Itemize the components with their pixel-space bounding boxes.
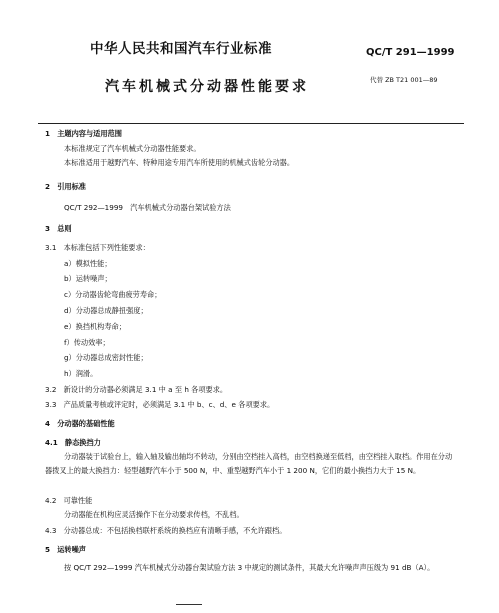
clause-4-2-heading: 4.2 可靠性能: [45, 496, 93, 505]
clause-3-1-c: c）分动器齿轮弯曲疲劳寿命；: [64, 290, 162, 299]
standard-org-title: 中华人民共和国汽车行业标准: [90, 41, 272, 57]
clause-4-2-paragraph: 分动器能在机构应灵活操作下在分动要求传档，不乱档。: [64, 510, 244, 519]
section-3-heading: 3 总则: [45, 224, 72, 233]
document-title: 汽车机械式分动器性能要求: [105, 79, 309, 95]
clause-3-1-d: d）分动器总成静扭强度；: [64, 306, 148, 315]
clause-3-1-g: g）分动器总成密封性能；: [64, 353, 148, 362]
clause-3-1: 3.1 本标准包括下列性能要求：: [45, 243, 150, 252]
section-5-heading: 5 运转噪声: [45, 545, 86, 554]
replaces-note: 代替 ZB T21 001—89: [370, 76, 438, 84]
clause-3-1-b: b）运转噪声；: [64, 274, 112, 283]
section-5-paragraph: 按 QC/T 292—1999 汽车机械式分动器台架试验方法 3 中规定的测试条件，其最大允许噪声声压级为 91 dB（A）。: [64, 563, 435, 572]
clause-3-1-e: e）换挡机构寿命；: [64, 322, 126, 331]
clause-4-1-heading: 4.1 静态换挡力: [45, 438, 101, 447]
clause-3-1-h: h）润滑。: [64, 369, 98, 378]
section-1-para-1: 本标准规定了汽车机械式分动器性能要求。: [64, 144, 201, 153]
section-1-heading: 1 主题内容与适用范围: [45, 129, 122, 138]
clause-3-1-a: a）模拟性能；: [64, 259, 112, 268]
clause-3-3: 3.3 产品质量考核或评定时，必须满足 3.1 中 b、c、d、e 各项要求。: [45, 400, 275, 409]
section-2-para-1: QC/T 292—1999 汽车机械式分动器台架试验方法: [64, 203, 231, 212]
standard-number: QC/T 291—1999: [366, 47, 455, 58]
clause-3-2: 3.2 新设计的分动器必须满足 3.1 中 a 至 h 各项要求。: [45, 385, 228, 394]
clause-4-1-paragraph: 分动器装于试验台上，输入轴及输出轴均不转动，分别由空档挂入高档，由空档换递至低档，由空档挂入取档。作用在分动器拨叉上的最大换挡力：轻型越野汽车小于 500 N，中、重型越野汽车小于 1 200 N，它们的最小换挡力大于 15 N。: [45, 452, 453, 475]
section-1-para-2: 本标准适用于越野汽车、特种用途专用汽车所使用的机械式齿轮分动器。: [64, 158, 295, 167]
footnote-rule: [176, 604, 202, 605]
section-2-heading: 2 引用标准: [45, 182, 86, 191]
clause-3-1-f: f）传动效率；: [64, 338, 110, 347]
header-rule: [38, 123, 464, 124]
section-4-heading: 4 分动器的基础性能: [45, 419, 115, 428]
clause-4-3: 4.3 分动器总成：不包括换档联杆系统的换档应有清晰手感，不允许跟档。: [45, 526, 287, 535]
